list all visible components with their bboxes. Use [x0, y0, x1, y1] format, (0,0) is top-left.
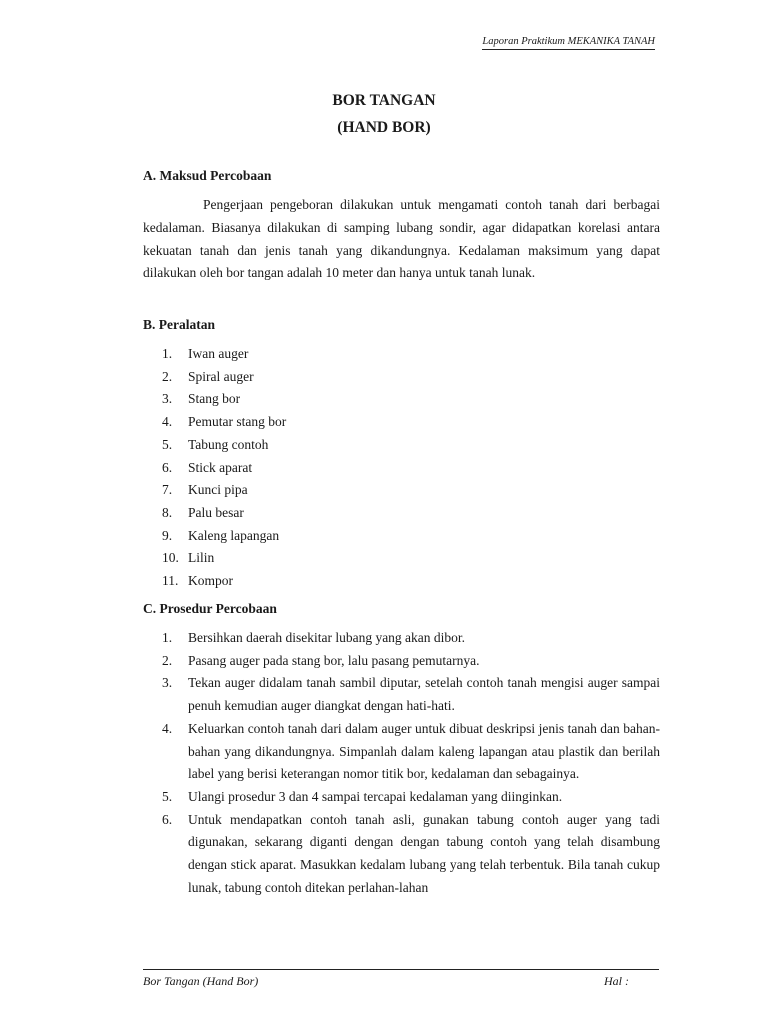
list-item: 1. Iwan auger — [162, 346, 249, 361]
list-item: 5. Ulangi prosedur 3 dan 4 sampai tercapai kedalaman yang diinginkan. — [162, 788, 563, 804]
section-c-heading: C. Prosedur Percobaan — [143, 601, 277, 616]
list-item: 1. Bersihkan daerah disekitar lubang yang akan dibor. — [162, 630, 466, 645]
list-item: 5. Tabung contoh — [162, 436, 269, 452]
list-item: 2. Spiral auger — [162, 368, 254, 384]
footer-title: Bor Tangan (Hand Bor) — [143, 974, 259, 988]
document-subtitle: (HAND BOR) — [337, 119, 431, 136]
list-item: 7. Kunci pipa — [162, 482, 248, 498]
footer-page-label: Hal : — [604, 974, 629, 988]
section-a-paragraph — [143, 194, 660, 285]
section-b-heading: B. Peralatan — [143, 317, 215, 332]
document-title: BOR TANGAN — [332, 92, 436, 109]
section-a-heading: A. Maksud Percobaan — [143, 168, 272, 183]
running-header: Laporan Praktikum MEKANIKA TANAH — [482, 36, 655, 50]
list-item: 10. Lilin — [162, 550, 215, 566]
procedure-list — [143, 627, 660, 899]
list-item: 6. Stick aparat — [162, 459, 253, 475]
equipment-list — [143, 343, 660, 593]
list-item: 2. Pasang auger pada stang bor, lalu pasang pemutarnya. — [162, 652, 480, 668]
list-item: 3. Tekan auger didalam tanah sambil diputar, setelah contoh tanah mengisi auger sampai penuh kemudian auger diangkat dengan hati-hati. — [162, 675, 660, 714]
list-item: 8. Palu besar — [162, 504, 244, 520]
list-item: 9. Kaleng lapangan — [162, 527, 280, 543]
list-item: 11. Kompor — [162, 573, 233, 589]
list-item: 4. Keluarkan contoh tanah dari dalam auger untuk dibuat deskripsi jenis tanah dan bahan-bahan yang dikandungnya. Simpanlah dalam kaleng lapangan atau plastik dan berilah label yang berisi keterangan nomor titik bor, kedalaman dan sebagainya. — [162, 720, 660, 782]
list-item: 3. Stang bor — [162, 391, 241, 407]
list-item: 6. Untuk mendapatkan contoh tanah asli, gunakan tabung contoh auger yang tadi digunakan, sekarang diganti dengan dengan tabung contoh yang telah disambung dengan stick aparat. Masukkan kedalam lubang yang telah terbentuk. Bila tanah cukup lunak, tabung contoh ditekan perlahan-lahan — [162, 811, 660, 895]
list-item: 4. Pemutar stang bor — [162, 414, 287, 430]
footer-divider — [143, 969, 659, 970]
section-a-text: Pengerjaan pengeboran dilakukan untuk mengamati contoh tanah dari berbagai kedalaman. Biasanya dilakukan di samping lubang sondir, agar didapatkan korelasi antara kekuatan tanah dan jenis tanah yang dikandungnya. Kedalaman maksimum yang dapat dilakukan oleh bor tangan adalah 10 meter dan hanya untuk tanah lunak. — [143, 197, 660, 281]
